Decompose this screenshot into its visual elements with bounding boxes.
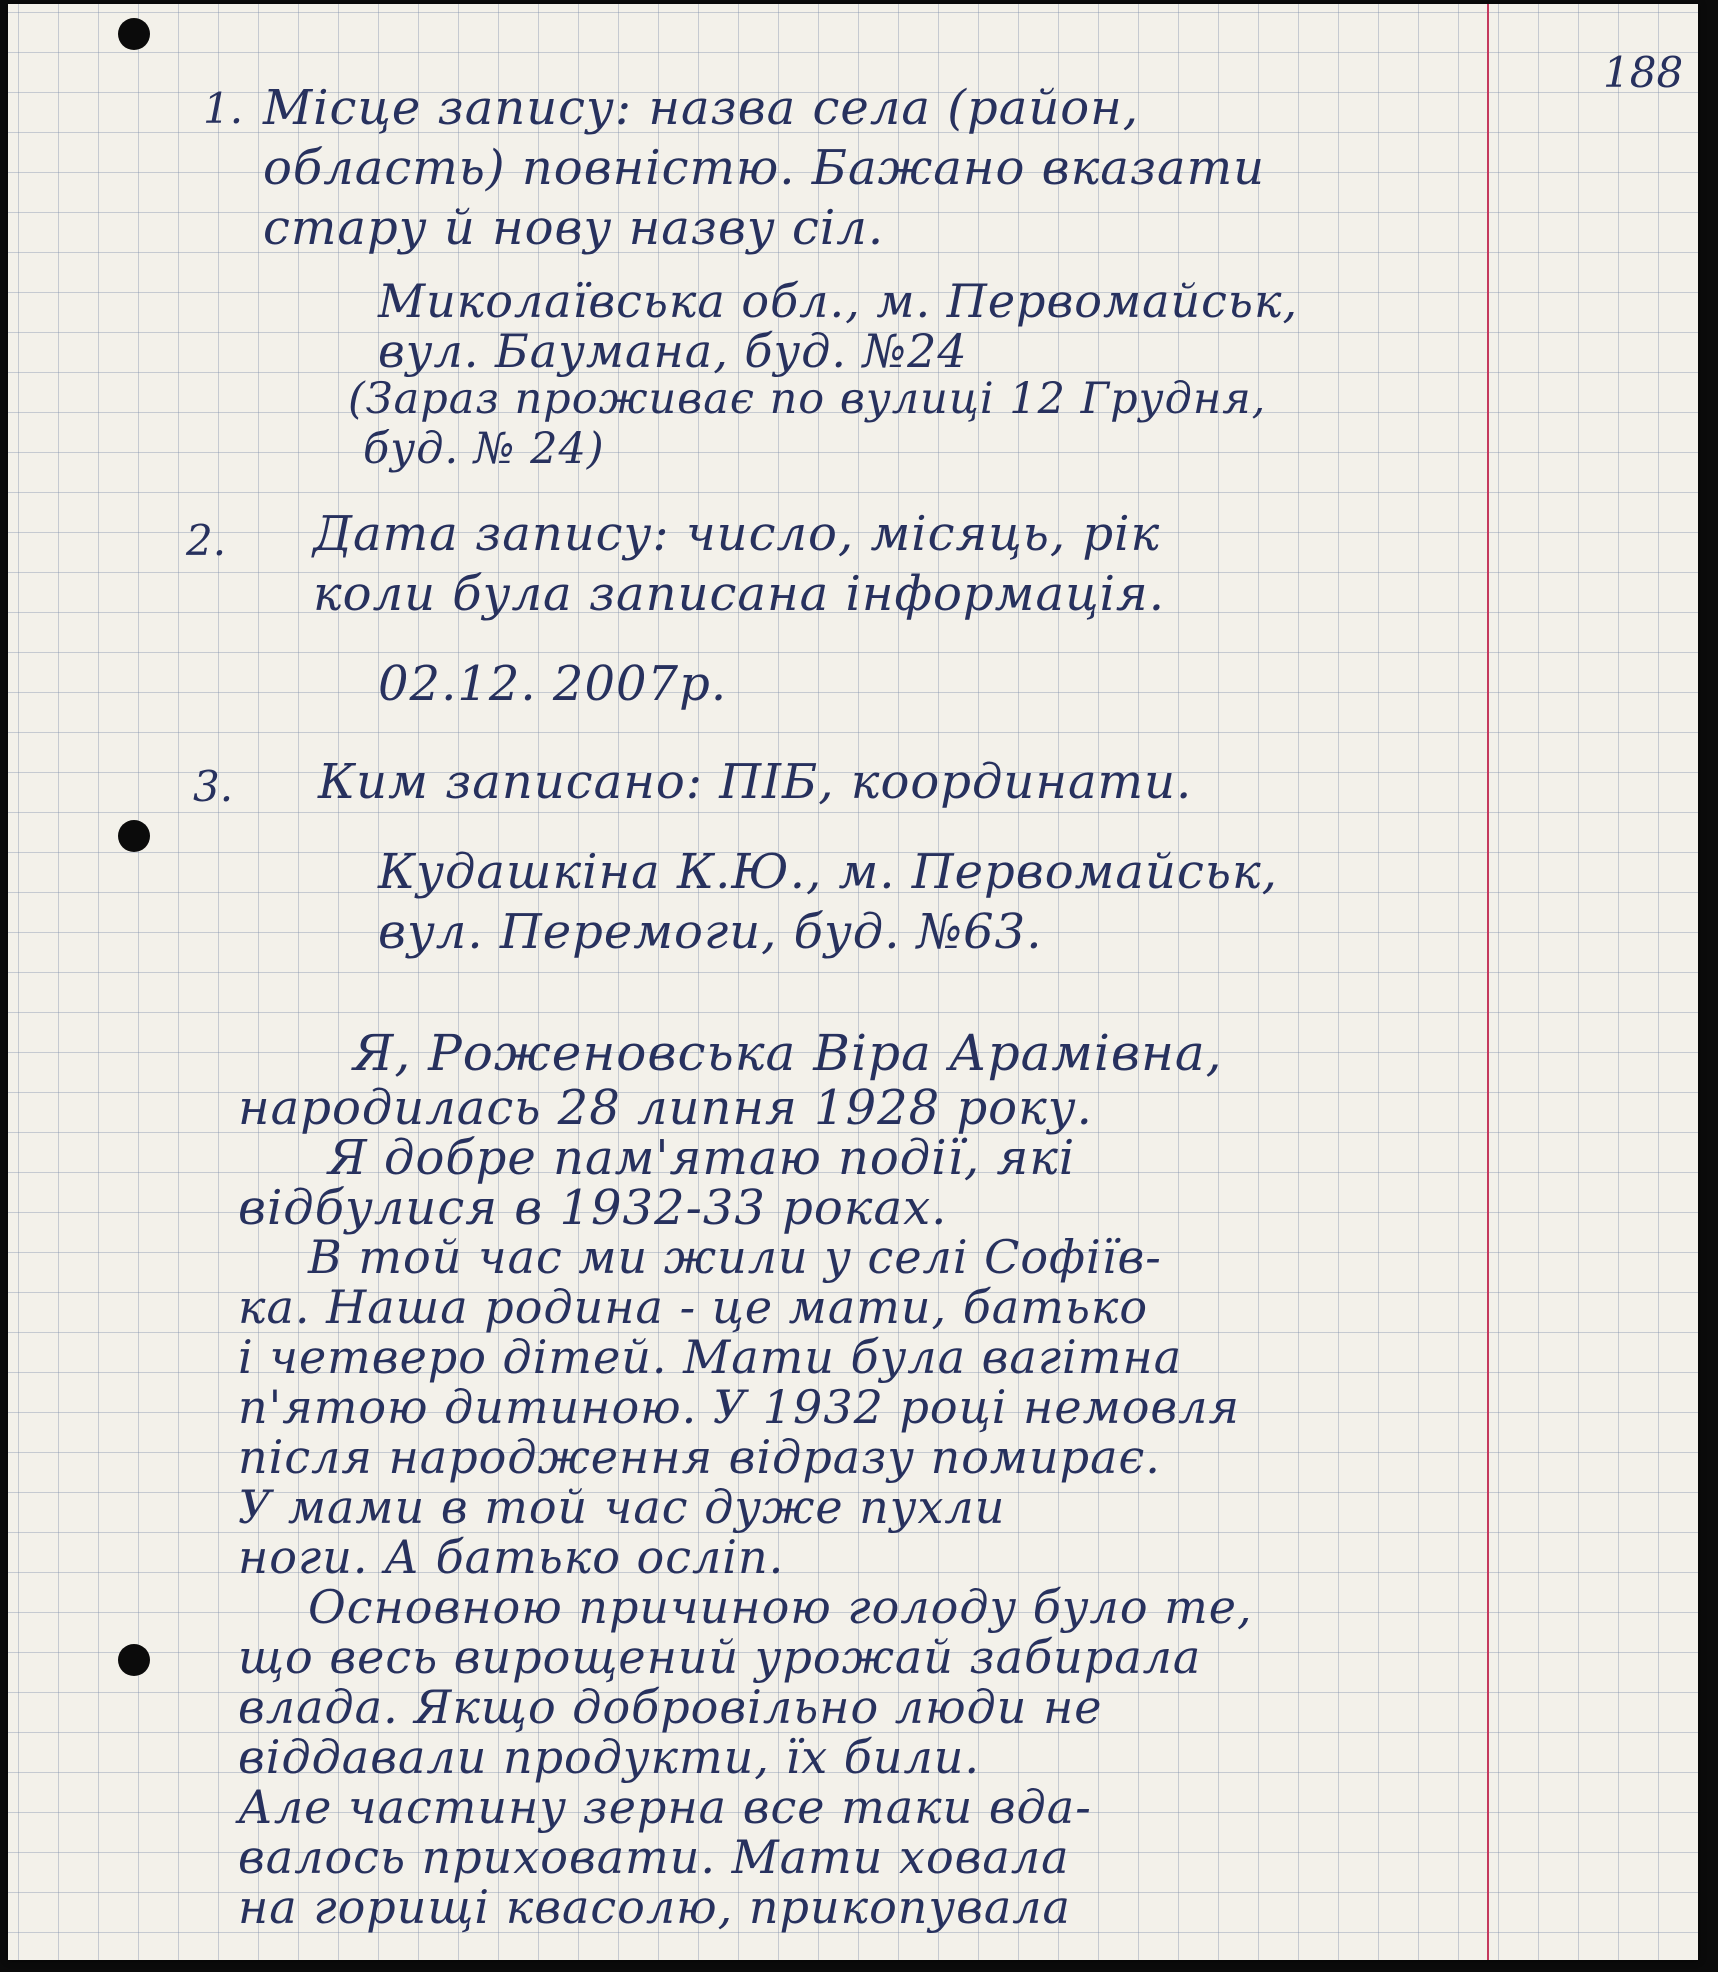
binder-hole — [118, 18, 150, 50]
story-line: що весь вирощений урожай забирала — [238, 1630, 1202, 1684]
story-line: на горищі квасолю, прикопувала — [238, 1880, 1071, 1934]
story-line: У мами в той час дуже пухли — [238, 1480, 1006, 1534]
binder-hole — [118, 1644, 150, 1676]
story-line: В той час ми жили у селі Софіїв- — [308, 1230, 1162, 1284]
story-line: ноги. А батько осліп. — [238, 1530, 785, 1584]
question-line: Місце запису: назва села (район, — [263, 80, 1140, 136]
story-line: віддавали продукти, їх били. — [238, 1730, 981, 1784]
question-line: Дата запису: число, місяць, рік — [313, 506, 1161, 562]
answer-line: вул. Баумана, буд. №24 — [378, 324, 968, 378]
question-line: коли була записана інформація. — [313, 566, 1165, 622]
story-line: валось приховати. Мати ховала — [238, 1830, 1070, 1884]
story-line: Я, Роженовська Віра Арамівна, — [353, 1024, 1223, 1082]
question-line: Ким записано: ПІБ, координати. — [318, 754, 1193, 810]
answer-line: вул. Перемоги, буд. №63. — [378, 904, 1043, 960]
story-line: і четверо дітей. Мати була вагітна — [238, 1330, 1183, 1384]
story-line: ка. Наша родина - це мати, батько — [238, 1280, 1149, 1334]
answer-line: (Зараз проживає по вулиці 12 Грудня, — [348, 374, 1267, 424]
answer-line: Миколаївська обл., м. Первомайськ, — [378, 274, 1299, 328]
story-line: після народження відразу помирає. — [238, 1430, 1161, 1484]
binder-hole — [118, 820, 150, 852]
story-line: народилась 28 липня 1928 року. — [238, 1080, 1093, 1136]
story-line: Я добре пам'ятаю події, які — [328, 1130, 1076, 1186]
section-number: 3. — [193, 762, 234, 811]
notebook-page — [8, 4, 1698, 1960]
answer-line: буд. № 24) — [363, 424, 605, 474]
answer-line: Кудашкіна К.Ю., м. Первомайськ, — [378, 844, 1278, 900]
story-line: Основною причиною голоду було те, — [308, 1580, 1253, 1634]
answer-line: 02.12. 2007р. — [378, 656, 728, 712]
margin-line — [1487, 4, 1489, 1960]
story-line: п'ятою дитиною. У 1932 році немовля — [238, 1380, 1240, 1434]
section-number: 1. — [203, 84, 244, 133]
story-line: влада. Якщо добровільно люди не — [238, 1680, 1103, 1734]
page-number: 188 — [1603, 48, 1684, 97]
story-line: відбулися в 1932-33 роках. — [238, 1180, 948, 1236]
question-line: стару й нову назву сіл. — [263, 200, 885, 256]
question-line: область) повністю. Бажано вказати — [263, 140, 1266, 196]
section-number: 2. — [186, 516, 227, 565]
story-line: Але частину зерна все таки вда- — [238, 1780, 1092, 1834]
